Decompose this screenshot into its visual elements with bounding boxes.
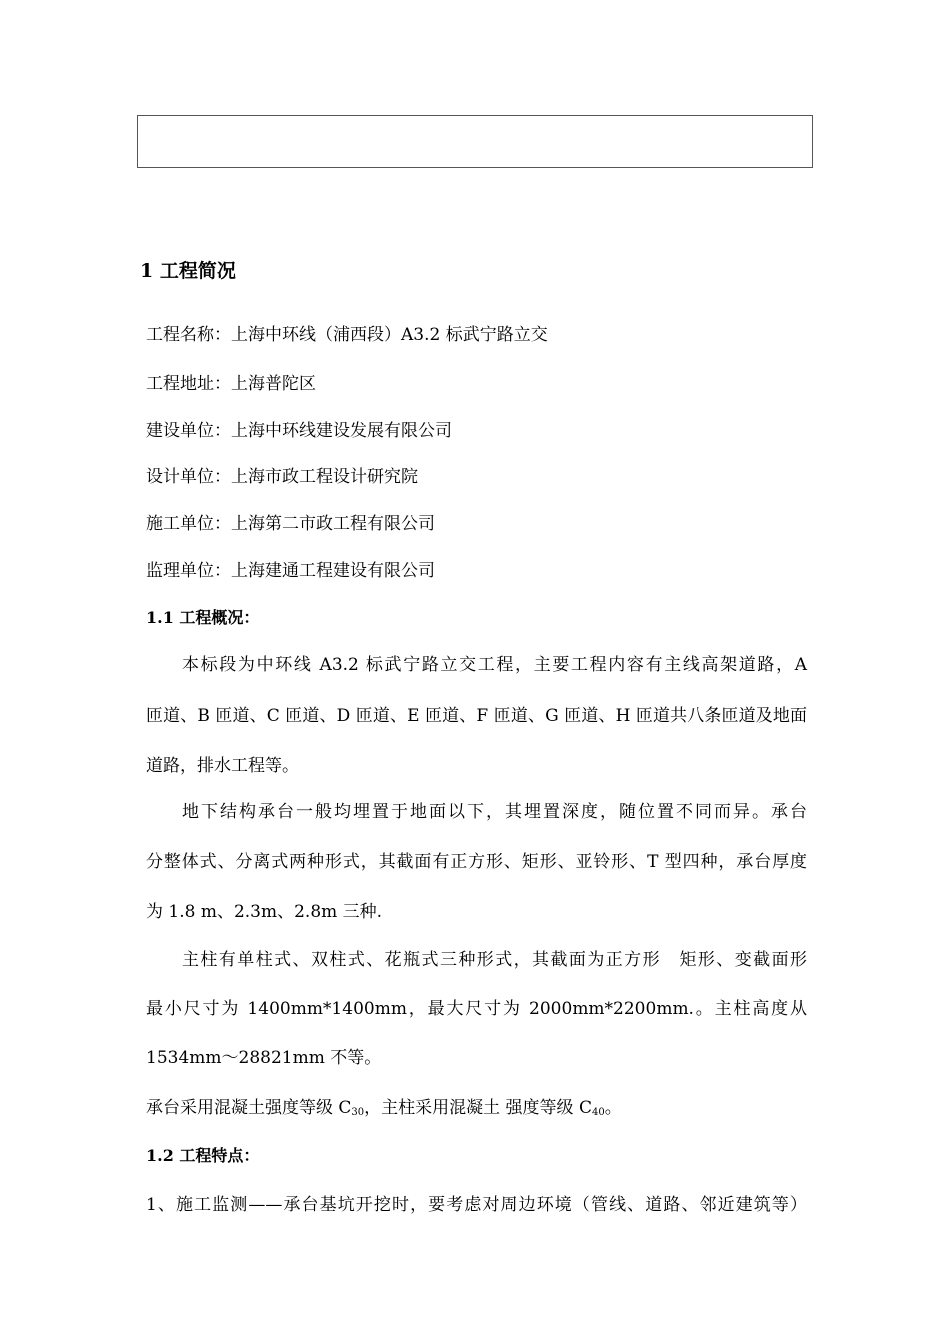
project-name: 工程名称：上海中环线（浦西段）A3.2 标武宁路立交 — [146, 325, 548, 345]
overview-p2-line2: 分整体式、分离式两种形式，其截面有正方形、矩形、亚铃形、T 型四种，承台厚度 — [146, 852, 807, 872]
overview-p3-line3: 1534mm～28821mm 不等。 — [146, 1048, 382, 1068]
section-title: 1 工程简况 — [140, 260, 236, 282]
design-unit: 设计单位：上海市政工程设计研究院 — [146, 467, 418, 487]
concrete-text-2: ，主柱采用混凝土 强度等级 C — [364, 1098, 592, 1118]
overview-heading: 1.1 工程概况： — [146, 608, 260, 627]
supervision-unit: 监理单位：上海建通工程建设有限公司 — [146, 561, 435, 581]
overview-p3-line2: 最小尺寸为 1400mm*1400mm，最大尺寸为 2000mm*2200mm.。主柱高度从 — [146, 999, 807, 1019]
features-heading: 1.2 工程特点： — [146, 1146, 260, 1165]
overview-p2-line1: 地下结构承台一般均埋置于地面以下，其埋置深度，随位置不同而异。承台 — [182, 802, 807, 822]
project-address: 工程地址：上海普陀区 — [146, 374, 316, 394]
overview-p1-line1: 本标段为中环线 A3.2 标武宁路立交工程，主要工程内容有主线高架道路，A — [182, 655, 807, 675]
overview-p2-line3: 为 1.8 m、2.3m、2.8m 三种. — [146, 902, 383, 922]
concrete-sub-1: 30 — [351, 1107, 365, 1118]
construction-owner: 建设单位：上海中环线建设发展有限公司 — [146, 421, 452, 441]
overview-p1-line2: 匝道、B 匝道、C 匝道、D 匝道、E 匝道、F 匝道、G 匝道、H 匝道共八条匝道及地面 — [146, 706, 807, 726]
overview-p3-line1: 主柱有单柱式、双柱式、花瓶式三种形式，其截面为正方形 矩形、变截面形 — [182, 950, 807, 970]
concrete-text-3: 。 — [604, 1098, 622, 1118]
concrete-text-1: 承台采用混凝土强度等级 C — [146, 1098, 352, 1118]
header-box — [137, 115, 813, 168]
feature-item-1: 1、施工监测——承台基坑开挖时，要考虑对周边环境（管线、道路、邻近建筑等） — [146, 1195, 807, 1215]
concrete-grade-line — [146, 1097, 807, 1124]
concrete-sub-2: 40 — [591, 1107, 605, 1118]
overview-p1-line3: 道路，排水工程等。 — [146, 756, 299, 776]
construction-unit: 施工单位：上海第二市政工程有限公司 — [146, 514, 435, 534]
